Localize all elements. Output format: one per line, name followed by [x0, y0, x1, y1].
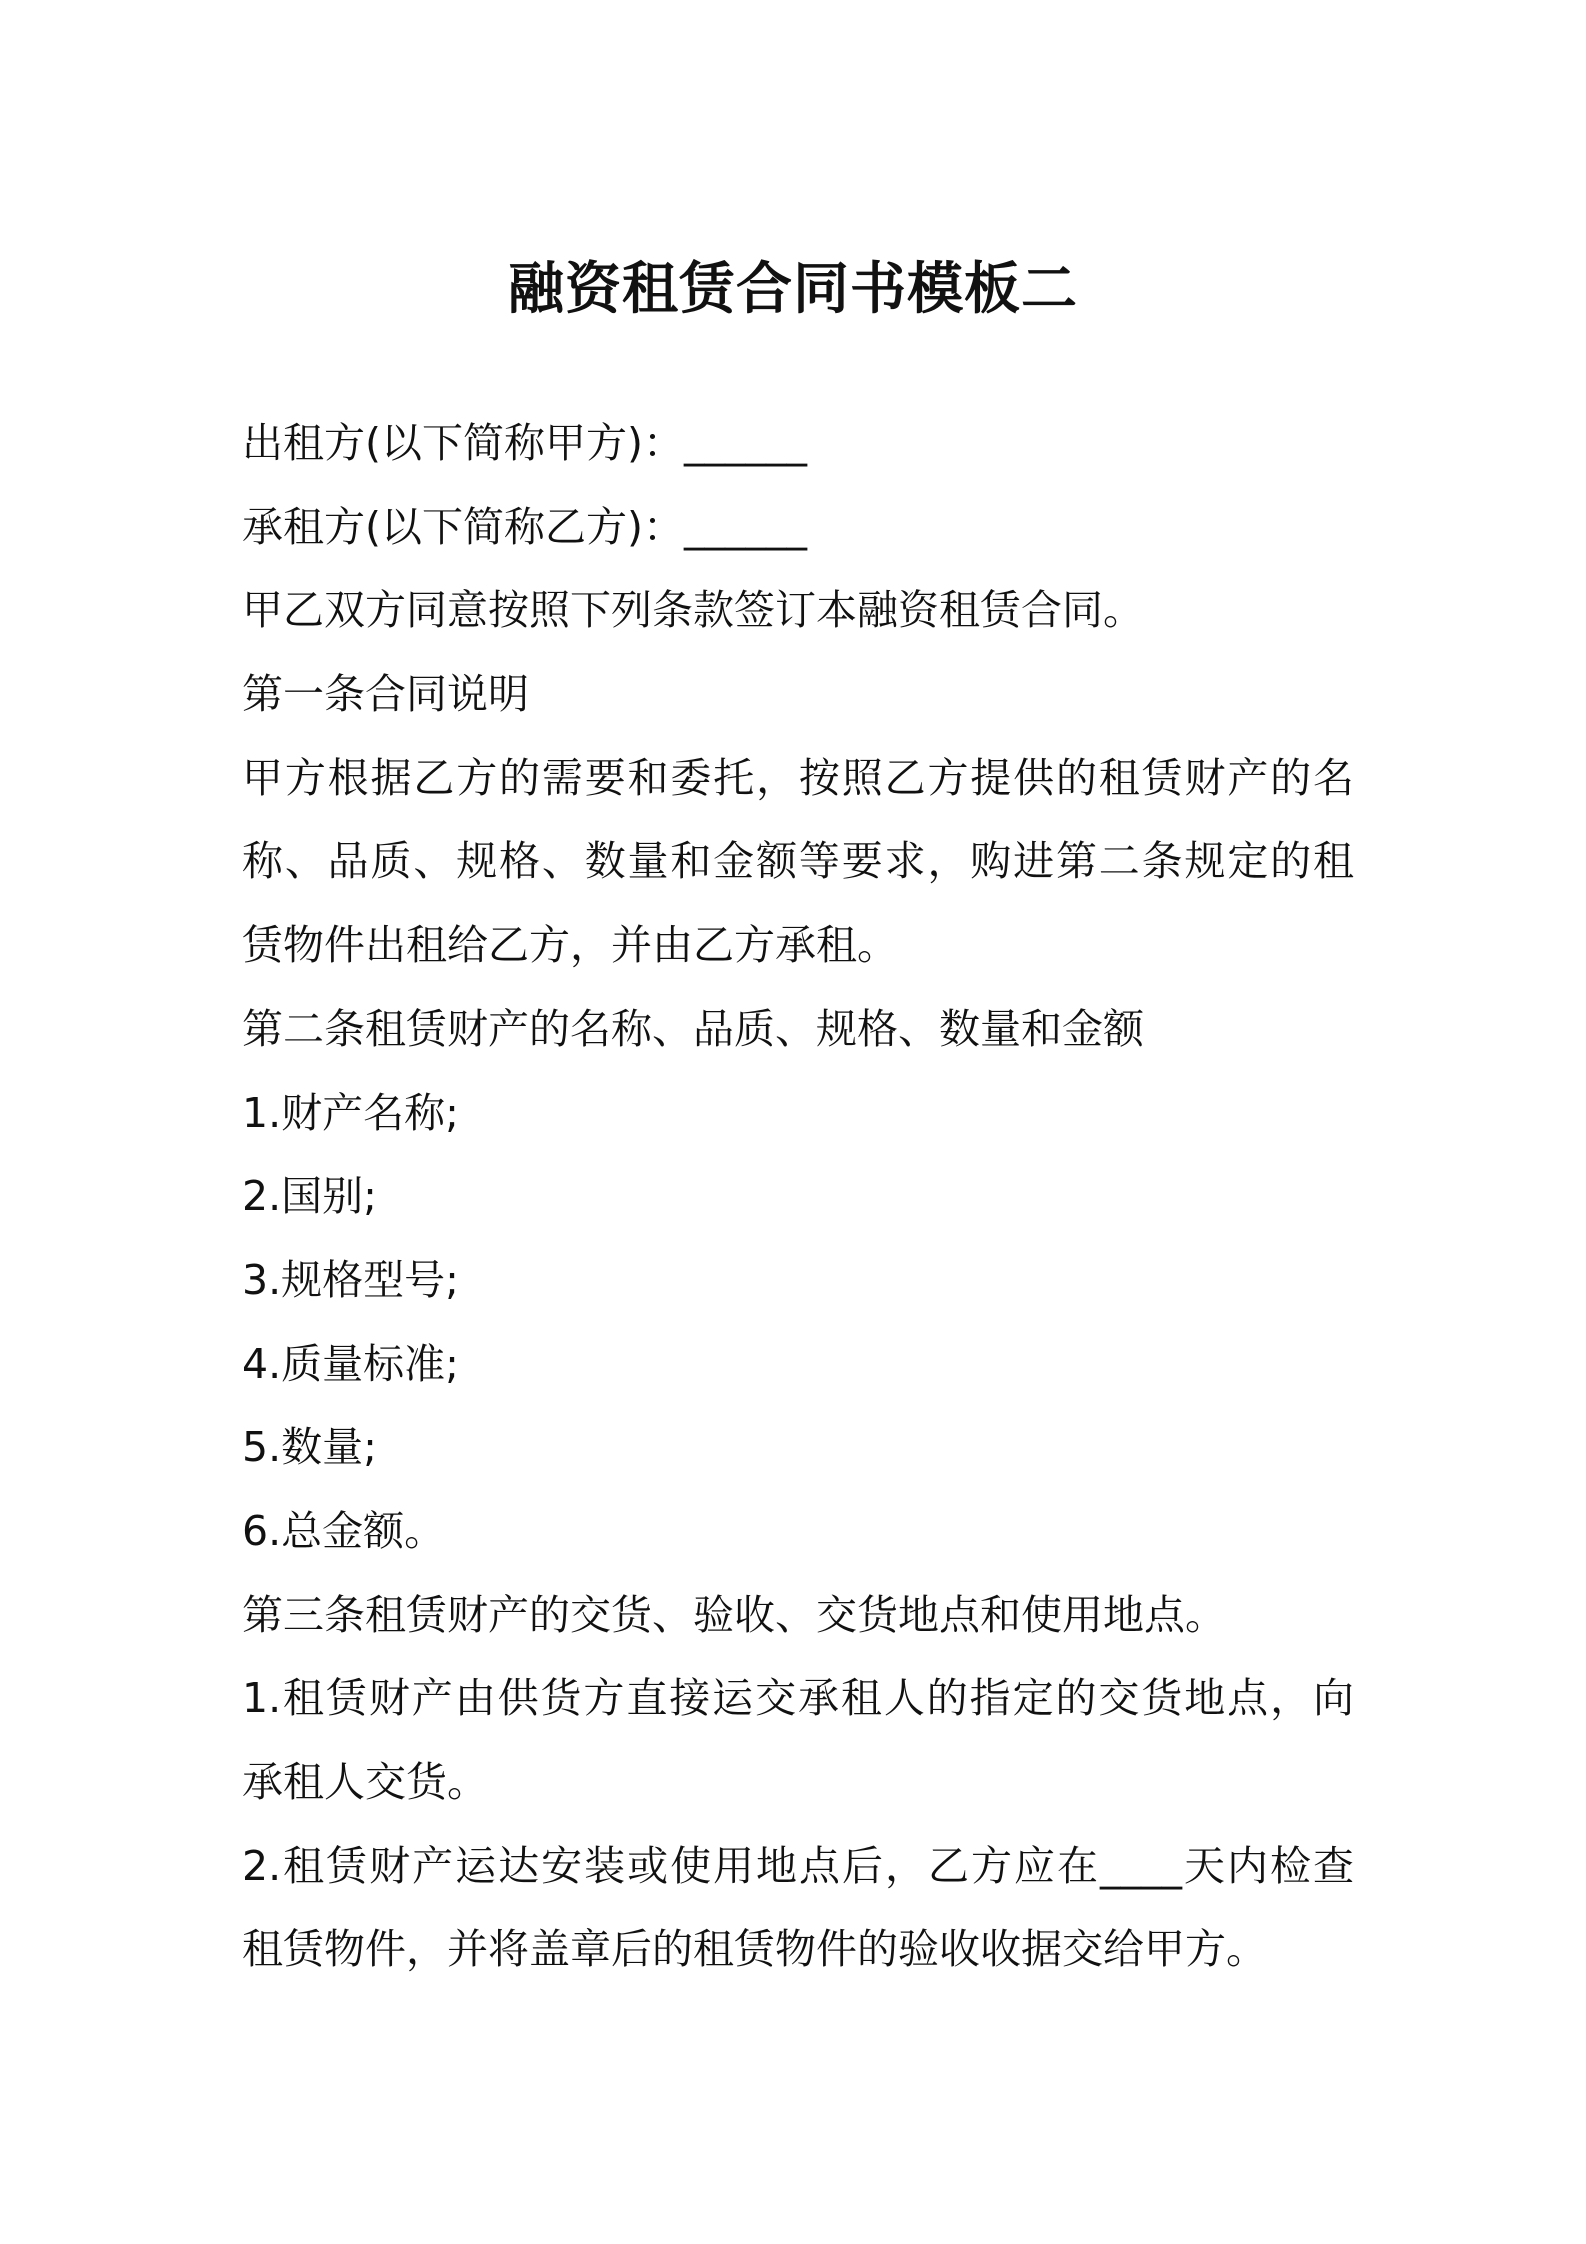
article-1-text-line: 赁物件出租给乙方，并由乙方承租。: [242, 921, 898, 970]
article-1-text-line: 甲方根据乙方的需要和委托，按照乙方提供的租赁财产的名: [242, 753, 1354, 802]
list-item: 2.国别;: [242, 1172, 377, 1221]
article-1-heading: 第一条合同说明: [242, 670, 529, 719]
document-body: [242, 402, 1354, 1992]
article-3-text-line: 租赁物件，并将盖章后的租赁物件的验收收据交给甲方。: [242, 1925, 1267, 1974]
document-title: 融资租赁合同书模板二: [508, 257, 1078, 322]
article-3-heading: 第三条租赁财产的交货、验收、交货地点和使用地点。: [242, 1590, 1226, 1639]
party-a-line: 出租方(以下简称甲方)：______: [242, 419, 807, 467]
article-3-text-line: 2.租赁财产运达安装或使用地点后，乙方应在____天内检查: [242, 1841, 1354, 1890]
article-3-text-line: 1.租赁财产由供货方直接运交承租人的指定的交货地点，向: [242, 1674, 1354, 1723]
list-item: 5.数量;: [242, 1423, 377, 1472]
list-item: 4.质量标准;: [242, 1339, 459, 1388]
agreement-statement: 甲乙双方同意按照下列条款签订本融资租赁合同。: [242, 586, 1144, 635]
article-2-heading: 第二条租赁财产的名称、品质、规格、数量和金额: [242, 1004, 1144, 1053]
list-item: 6.总金额。: [242, 1506, 446, 1555]
party-b-line: 承租方(以下简称乙方)：______: [242, 502, 807, 551]
article-1-text-line: 称、品质、规格、数量和金额等要求，购进第二条规定的租: [242, 837, 1354, 886]
article-3-text-line: 承租人交货。: [242, 1758, 488, 1806]
list-item: 3.规格型号;: [242, 1255, 459, 1304]
list-item: 1.财产名称;: [242, 1088, 459, 1137]
